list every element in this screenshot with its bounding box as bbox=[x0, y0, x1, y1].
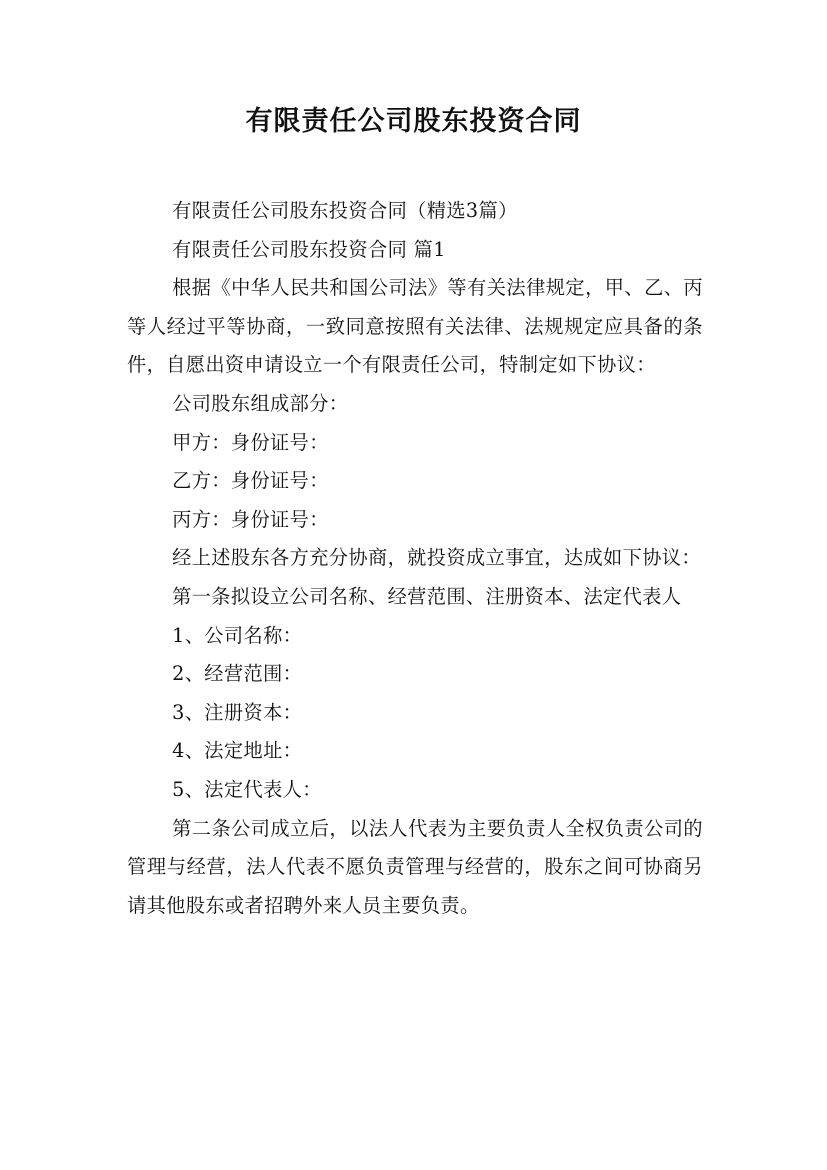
paragraph-shareholders-heading: 公司股东组成部分： bbox=[172, 391, 349, 415]
paragraph-agreement-intro: 经上述股东各方充分协商，就投资成立事宜，达成如下协议： bbox=[172, 546, 701, 570]
paragraph-company-name: 1、公司名称： bbox=[172, 623, 303, 647]
paragraph-business-scope: 2、经营范围： bbox=[172, 662, 303, 686]
paragraph-subtitle: 有限责任公司股东投资合同（精选3篇） bbox=[172, 199, 518, 222]
paragraph-party-a: 甲方：身份证号： bbox=[172, 430, 329, 454]
document-title: 有限责任公司股东投资合同 bbox=[245, 106, 582, 137]
document-body bbox=[127, 192, 703, 925]
paragraph-legal-address: 4、法定地址： bbox=[172, 739, 303, 763]
paragraph-party-b: 乙方：身份证号： bbox=[172, 469, 329, 493]
paragraph-article-2: 第二条公司成立后，以法人代表为主要负责人全权负责公司的管理与经营，法人代表不愿负责管理与经营的，股东之间可协商另请其他股东或者招聘外来人员主要负责。 bbox=[127, 816, 703, 917]
paragraph-party-c: 丙方：身份证号： bbox=[172, 507, 329, 531]
paragraph-registered-capital: 3、注册资本： bbox=[172, 700, 303, 724]
paragraph-preamble: 根据《中华人民共和国公司法》等有关法律规定，甲、乙、丙等人经过平等协商，一致同意按照有关法律、法规规定应具备的条件，自愿出资申请设立一个有限责任公司，特制定如下协议： bbox=[127, 276, 703, 377]
paragraph-legal-representative: 5、法定代表人： bbox=[172, 777, 322, 801]
paragraph-section-heading: 有限责任公司股东投资合同 篇1 bbox=[172, 237, 446, 261]
paragraph-article-1: 第一条拟设立公司名称、经营范围、注册资本、法定代表人 bbox=[172, 584, 682, 608]
